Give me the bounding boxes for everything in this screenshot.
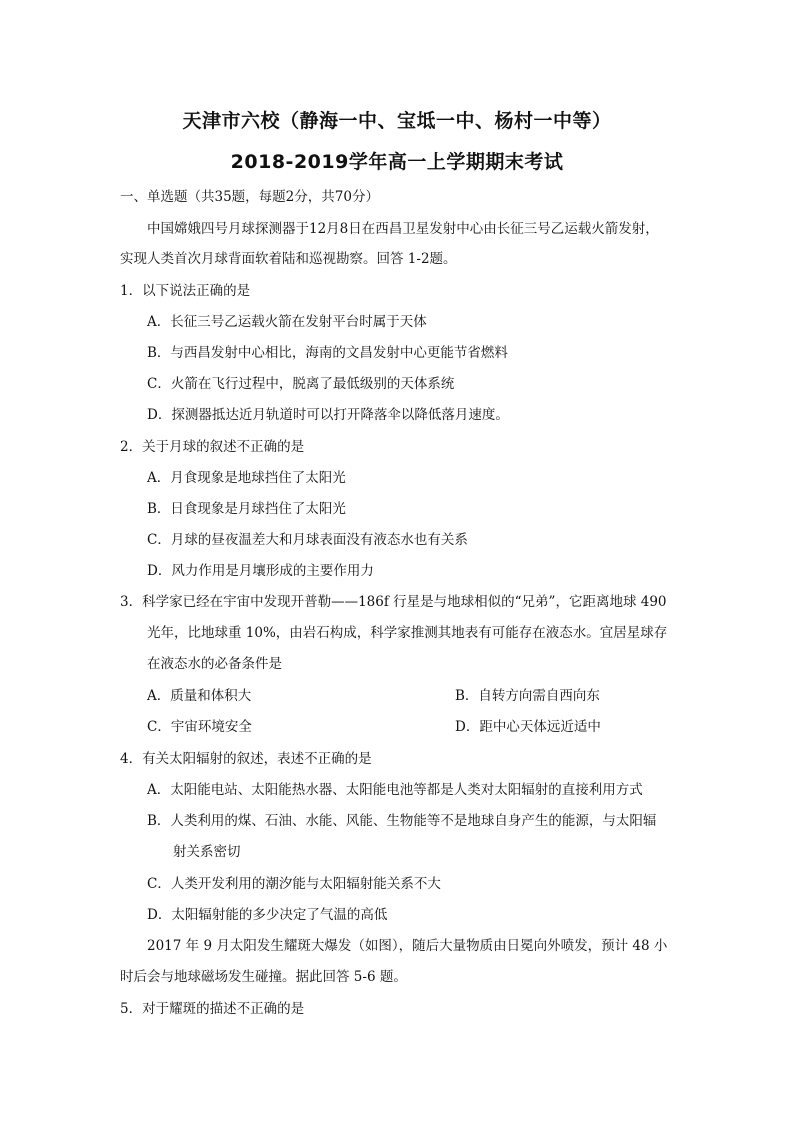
question-3-option-c: C．宇宙环境安全 bbox=[147, 719, 252, 735]
question-3-stem-line3: 在液态水的必备条件是 bbox=[147, 656, 282, 672]
question-1-option-c: C．火箭在飞行过程中，脱离了最低级别的天体系统 bbox=[147, 376, 455, 392]
question-2-option-c: C．月球的昼夜温差大和月球表面没有液态水也有关系 bbox=[147, 532, 468, 548]
question-1-stem: 1．以下说法正确的是 bbox=[120, 283, 251, 299]
intro-passage-1-line2: 实现人类首次月球背面软着陆和巡视勘察。回答 1-2题。 bbox=[120, 251, 457, 267]
question-3-option-d: D．距中心天体远近适中 bbox=[455, 719, 601, 735]
question-4-option-c: C．人类开发利用的潮汐能与太阳辐射能关系不大 bbox=[147, 876, 441, 892]
question-5-stem: 5．对于耀斑的描述不正确的是 bbox=[120, 1001, 305, 1017]
question-3-stem-line1: 3．科学家已经在宇宙中发现开普勒——186f 行星是与地球相似的“兄弟”，它距离地球 490 bbox=[120, 594, 667, 610]
question-1-option-d: D．探测器抵达近月轨道时可以打开降落伞以降低落月速度。 bbox=[147, 407, 509, 423]
question-2-option-a: A．月食现象是地球挡住了太阳光 bbox=[147, 470, 346, 486]
question-3-option-b: B．自转方向需自西向东 bbox=[455, 688, 600, 704]
section-heading: 一、单选题（共35题，每题2分，共70分） bbox=[120, 189, 379, 205]
question-1-option-b: B．与西昌发射中心相比，海南的文昌发射中心更能节省燃料 bbox=[147, 345, 508, 361]
question-3-option-a: A．质量和体积大 bbox=[147, 688, 252, 704]
question-4-option-b-line2: 射关系密切 bbox=[173, 844, 241, 860]
question-4-option-d: D．太阳辐射能的多少决定了气温的高低 bbox=[147, 907, 388, 923]
question-2-option-b: B．日食现象是月球挡住了太阳光 bbox=[147, 501, 346, 517]
question-2-stem: 2．关于月球的叙述不正确的是 bbox=[120, 439, 305, 455]
question-3-stem-line2: 光年，比地球重 10%，由岩石构成，科学家推测其地表有可能存在液态水。宜居星球存 bbox=[147, 625, 668, 641]
question-4-option-a: A．太阳能电站、太阳能热水器、太阳能电池等都是人类对太阳辐射的直接利用方式 bbox=[147, 782, 643, 798]
document-title-line2: 2018-2019学年高一上学期期末考试 bbox=[230, 151, 564, 173]
question-4-stem: 4．有关太阳辐射的叙述，表述不正确的是 bbox=[120, 751, 372, 767]
document-title-line1: 天津市六校（静海一中、宝坻一中、杨村一中等） bbox=[182, 110, 612, 132]
question-2-option-d: D．风力作用是月壤形成的主要作用力 bbox=[147, 563, 374, 579]
intro-passage-2-line1: 2017 年 9 月太阳发生耀斑大爆发（如图），随后大量物质由日冕向外喷发，预计 48 小 bbox=[147, 938, 668, 954]
intro-passage-2-line2: 时后会与地球磁场发生碰撞。据此回答 5-6 题。 bbox=[120, 969, 407, 985]
question-1-option-a: A．长征三号乙运载火箭在发射平台时属于天体 bbox=[147, 314, 427, 330]
intro-passage-1-line1: 中国嫦娥四号月球探测器于12月8日在西昌卫星发射中心由长征三号乙运载火箭发射， bbox=[147, 221, 659, 237]
question-4-option-b-line1: B．人类利用的煤、石油、水能、风能、生物能等不是地球自身产生的能源，与太阳辐 bbox=[147, 813, 657, 829]
